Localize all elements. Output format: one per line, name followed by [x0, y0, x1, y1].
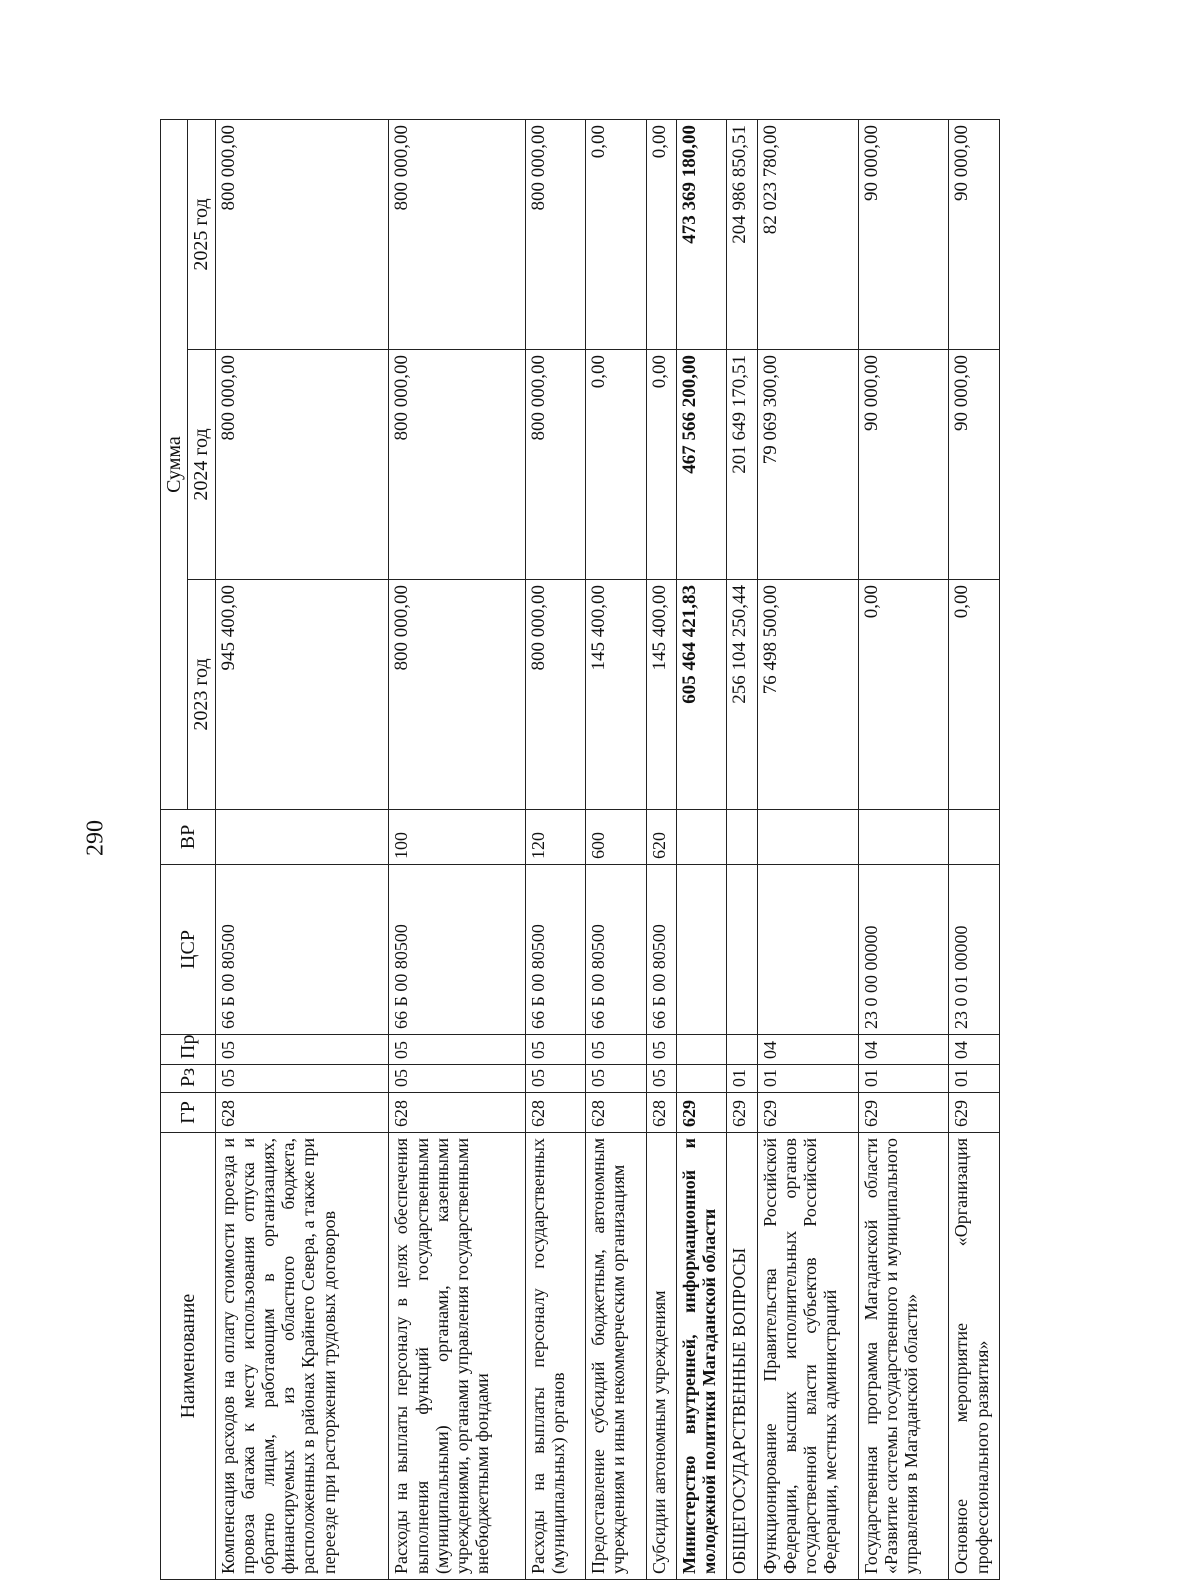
- cell-vr: [757, 810, 858, 865]
- cell-vr: [949, 810, 1000, 865]
- table-row: [727, 120, 757, 1580]
- cell-rz: 05: [646, 1065, 676, 1093]
- cell-rz: 05: [389, 1065, 525, 1093]
- rotated-table-container: [160, 120, 1000, 1580]
- cell-name: Расходы на выплаты персоналу в целях обеспечения выполнения функций государственными (муниципальными) органами, казенными учреждениями, органами управления государственными внебюджетными фондами: [389, 1133, 525, 1580]
- cell-vr: [727, 810, 757, 865]
- header-year-2023: 2023 год: [188, 580, 215, 810]
- cell-pr: 05: [215, 1035, 389, 1065]
- table-row: [646, 120, 676, 1580]
- header-vr: ВР: [161, 810, 216, 865]
- cell-csr: 66 Б 00 80500: [586, 865, 647, 1035]
- cell-2023: 800 000,00: [525, 580, 586, 810]
- header-rz: Рз: [161, 1065, 216, 1093]
- cell-2025: 800 000,00: [389, 120, 525, 350]
- budget-table: [160, 119, 1000, 1580]
- cell-vr: [858, 810, 949, 865]
- cell-name: Министерство внутренней, информационной и молодежной политики Магаданской области: [676, 1133, 726, 1580]
- cell-gr: 629: [676, 1093, 726, 1133]
- cell-gr: 629: [858, 1093, 949, 1133]
- cell-2025: 0,00: [646, 120, 676, 350]
- cell-2025: 800 000,00: [525, 120, 586, 350]
- cell-gr: 629: [727, 1093, 757, 1133]
- header-year-2025: 2025 год: [188, 120, 215, 350]
- cell-2024: 79 069 300,00: [757, 350, 858, 580]
- cell-2023: 800 000,00: [389, 580, 525, 810]
- cell-csr: 23 0 00 00000: [858, 865, 949, 1035]
- cell-rz: 05: [525, 1065, 586, 1093]
- cell-gr: 628: [586, 1093, 647, 1133]
- cell-2024: 800 000,00: [525, 350, 586, 580]
- cell-2025: 0,00: [586, 120, 647, 350]
- cell-vr: 620: [646, 810, 676, 865]
- cell-name: Основное мероприятие «Организация профессионального развития»: [949, 1133, 1000, 1580]
- cell-pr: 04: [858, 1035, 949, 1065]
- cell-2023: 605 464 421,83: [676, 580, 726, 810]
- header-year-2024: 2024 год: [188, 350, 215, 580]
- cell-2025: 473 369 180,00: [676, 120, 726, 350]
- cell-pr: 05: [646, 1035, 676, 1065]
- cell-2023: 76 498 500,00: [757, 580, 858, 810]
- cell-2024: 90 000,00: [858, 350, 949, 580]
- cell-pr: 05: [525, 1035, 586, 1065]
- cell-rz: 05: [586, 1065, 647, 1093]
- table-row: [949, 120, 1000, 1580]
- cell-gr: 629: [757, 1093, 858, 1133]
- cell-rz: 05: [215, 1065, 389, 1093]
- table-row: [586, 120, 647, 1580]
- cell-2024: 467 566 200,00: [676, 350, 726, 580]
- cell-2023: 145 400,00: [586, 580, 647, 810]
- table-body: [215, 120, 999, 1580]
- page-number: 290: [82, 820, 109, 856]
- cell-csr: 66 Б 00 80500: [389, 865, 525, 1035]
- cell-pr: 05: [586, 1035, 647, 1065]
- cell-csr: 66 Б 00 80500: [646, 865, 676, 1035]
- cell-vr: 600: [586, 810, 647, 865]
- table-row: [215, 120, 389, 1580]
- cell-gr: 628: [525, 1093, 586, 1133]
- cell-name: Субсидии автономным учреждениям: [646, 1133, 676, 1580]
- cell-gr: 628: [215, 1093, 389, 1133]
- header-csr: ЦСР: [161, 865, 216, 1035]
- cell-2023: 256 104 250,44: [727, 580, 757, 810]
- cell-rz: [676, 1065, 726, 1093]
- cell-rz: 01: [949, 1065, 1000, 1093]
- cell-2024: 201 649 170,51: [727, 350, 757, 580]
- header-pr: Пр: [161, 1035, 216, 1065]
- table-area: [160, 120, 1000, 1580]
- cell-csr: [727, 865, 757, 1035]
- header-gr: ГР: [161, 1093, 216, 1133]
- table-row: [676, 120, 726, 1580]
- cell-2025: 800 000,00: [215, 120, 389, 350]
- cell-gr: 628: [389, 1093, 525, 1133]
- cell-pr: [727, 1035, 757, 1065]
- cell-pr: [676, 1035, 726, 1065]
- table-row: [389, 120, 525, 1580]
- cell-name: Функционирование Правительства Российской Федерации, высших исполнительных органов государственной власти субъектов Российской Федерации, местных администраций: [757, 1133, 858, 1580]
- cell-csr: 23 0 01 00000: [949, 865, 1000, 1035]
- cell-2024: 90 000,00: [949, 350, 1000, 580]
- cell-name: Государственная программа Магаданской области «Развитие системы государственного и муниципального управления в Магаданской области»: [858, 1133, 949, 1580]
- cell-vr: 120: [525, 810, 586, 865]
- cell-rz: 01: [858, 1065, 949, 1093]
- cell-2024: 800 000,00: [215, 350, 389, 580]
- cell-csr: 66 Б 00 80500: [525, 865, 586, 1035]
- cell-2023: 0,00: [949, 580, 1000, 810]
- cell-2024: 800 000,00: [389, 350, 525, 580]
- cell-vr: [676, 810, 726, 865]
- cell-name: ОБЩЕГОСУДАРСТВЕННЫЕ ВОПРОСЫ: [727, 1133, 757, 1580]
- cell-gr: 629: [949, 1093, 1000, 1133]
- cell-rz: 01: [727, 1065, 757, 1093]
- cell-2025: 204 986 850,51: [727, 120, 757, 350]
- cell-name: Расходы на выплаты персоналу государственных (муниципальных) органов: [525, 1133, 586, 1580]
- cell-gr: 628: [646, 1093, 676, 1133]
- table-row: [525, 120, 586, 1580]
- cell-name: Предоставление субсидий бюджетным, автономным учреждениям и иным некоммерческим организациям: [586, 1133, 647, 1580]
- table-row: [858, 120, 949, 1580]
- header-sum: Сумма: [161, 120, 188, 810]
- cell-pr: 04: [949, 1035, 1000, 1065]
- cell-pr: 05: [389, 1035, 525, 1065]
- cell-2023: 945 400,00: [215, 580, 389, 810]
- cell-2025: 90 000,00: [949, 120, 1000, 350]
- cell-csr: [676, 865, 726, 1035]
- header-name: Наименование: [161, 1133, 216, 1580]
- cell-csr: 66 Б 00 80500: [215, 865, 389, 1035]
- cell-2023: 0,00: [858, 580, 949, 810]
- table-header: [161, 120, 216, 1580]
- cell-2023: 145 400,00: [646, 580, 676, 810]
- cell-rz: 01: [757, 1065, 858, 1093]
- cell-2025: 82 023 780,00: [757, 120, 858, 350]
- cell-name: Компенсация расходов на оплату стоимости проезда и провоза багажа к месту использования отпуска и обратно лицам, работающим в организациях, финансируемых из областного бюджета, расположенных в районах Крайнего Севера, а также при переезде при расторжении трудовых договоров: [215, 1133, 389, 1580]
- cell-2024: 0,00: [646, 350, 676, 580]
- cell-pr: 04: [757, 1035, 858, 1065]
- cell-csr: [757, 865, 858, 1035]
- table-row: [757, 120, 858, 1580]
- cell-2024: 0,00: [586, 350, 647, 580]
- cell-2025: 90 000,00: [858, 120, 949, 350]
- cell-vr: [215, 810, 389, 865]
- cell-vr: 100: [389, 810, 525, 865]
